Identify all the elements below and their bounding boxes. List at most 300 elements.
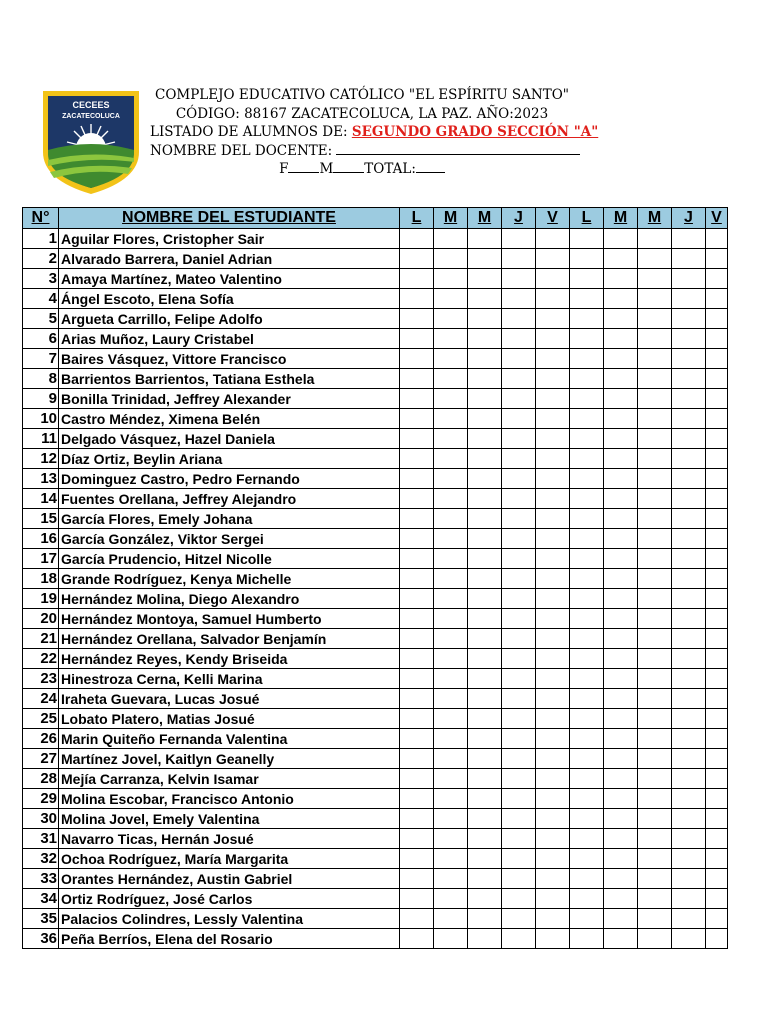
attendance-cell[interactable] bbox=[400, 689, 434, 709]
attendance-cell[interactable] bbox=[400, 789, 434, 809]
attendance-cell[interactable] bbox=[468, 349, 502, 369]
attendance-cell[interactable] bbox=[400, 349, 434, 369]
attendance-cell[interactable] bbox=[706, 929, 728, 949]
attendance-cell[interactable] bbox=[468, 289, 502, 309]
attendance-cell[interactable] bbox=[434, 329, 468, 349]
attendance-cell[interactable] bbox=[672, 849, 706, 869]
attendance-cell[interactable] bbox=[570, 829, 604, 849]
attendance-cell[interactable] bbox=[400, 489, 434, 509]
attendance-cell[interactable] bbox=[502, 749, 536, 769]
attendance-cell[interactable] bbox=[638, 829, 672, 849]
attendance-cell[interactable] bbox=[672, 909, 706, 929]
attendance-cell[interactable] bbox=[604, 849, 638, 869]
attendance-cell[interactable] bbox=[672, 329, 706, 349]
attendance-cell[interactable] bbox=[570, 489, 604, 509]
attendance-cell[interactable] bbox=[638, 649, 672, 669]
attendance-cell[interactable] bbox=[706, 709, 728, 729]
attendance-cell[interactable] bbox=[604, 549, 638, 569]
attendance-cell[interactable] bbox=[638, 249, 672, 269]
attendance-cell[interactable] bbox=[570, 729, 604, 749]
attendance-cell[interactable] bbox=[468, 769, 502, 789]
attendance-cell[interactable] bbox=[672, 509, 706, 529]
attendance-cell[interactable] bbox=[400, 809, 434, 829]
attendance-cell[interactable] bbox=[502, 309, 536, 329]
attendance-cell[interactable] bbox=[434, 769, 468, 789]
attendance-cell[interactable] bbox=[400, 749, 434, 769]
attendance-cell[interactable] bbox=[468, 869, 502, 889]
attendance-cell[interactable] bbox=[502, 429, 536, 449]
attendance-cell[interactable] bbox=[434, 849, 468, 869]
attendance-cell[interactable] bbox=[502, 389, 536, 409]
attendance-cell[interactable] bbox=[672, 869, 706, 889]
attendance-cell[interactable] bbox=[400, 849, 434, 869]
attendance-cell[interactable] bbox=[536, 789, 570, 809]
attendance-cell[interactable] bbox=[570, 409, 604, 429]
attendance-cell[interactable] bbox=[638, 749, 672, 769]
attendance-cell[interactable] bbox=[468, 409, 502, 429]
attendance-cell[interactable] bbox=[570, 929, 604, 949]
attendance-cell[interactable] bbox=[502, 789, 536, 809]
attendance-cell[interactable] bbox=[672, 749, 706, 769]
attendance-cell[interactable] bbox=[400, 309, 434, 329]
attendance-cell[interactable] bbox=[536, 369, 570, 389]
attendance-cell[interactable] bbox=[434, 749, 468, 769]
attendance-cell[interactable] bbox=[638, 549, 672, 569]
attendance-cell[interactable] bbox=[468, 229, 502, 249]
attendance-cell[interactable] bbox=[638, 569, 672, 589]
attendance-cell[interactable] bbox=[400, 909, 434, 929]
attendance-cell[interactable] bbox=[400, 269, 434, 289]
attendance-cell[interactable] bbox=[536, 849, 570, 869]
attendance-cell[interactable] bbox=[706, 689, 728, 709]
attendance-cell[interactable] bbox=[638, 609, 672, 629]
attendance-cell[interactable] bbox=[400, 549, 434, 569]
attendance-cell[interactable] bbox=[672, 609, 706, 629]
attendance-cell[interactable] bbox=[400, 229, 434, 249]
attendance-cell[interactable] bbox=[570, 249, 604, 269]
attendance-cell[interactable] bbox=[570, 629, 604, 649]
attendance-cell[interactable] bbox=[706, 389, 728, 409]
attendance-cell[interactable] bbox=[706, 309, 728, 329]
attendance-cell[interactable] bbox=[604, 809, 638, 829]
attendance-cell[interactable] bbox=[672, 309, 706, 329]
attendance-cell[interactable] bbox=[570, 789, 604, 809]
attendance-cell[interactable] bbox=[604, 489, 638, 509]
attendance-cell[interactable] bbox=[468, 269, 502, 289]
attendance-cell[interactable] bbox=[672, 469, 706, 489]
attendance-cell[interactable] bbox=[434, 449, 468, 469]
attendance-cell[interactable] bbox=[570, 289, 604, 309]
attendance-cell[interactable] bbox=[400, 609, 434, 629]
attendance-cell[interactable] bbox=[400, 289, 434, 309]
attendance-cell[interactable] bbox=[672, 809, 706, 829]
attendance-cell[interactable] bbox=[536, 689, 570, 709]
attendance-cell[interactable] bbox=[434, 249, 468, 269]
attendance-cell[interactable] bbox=[434, 589, 468, 609]
attendance-cell[interactable] bbox=[638, 689, 672, 709]
attendance-cell[interactable] bbox=[638, 329, 672, 349]
attendance-cell[interactable] bbox=[638, 729, 672, 749]
attendance-cell[interactable] bbox=[434, 689, 468, 709]
attendance-cell[interactable] bbox=[536, 869, 570, 889]
attendance-cell[interactable] bbox=[638, 909, 672, 929]
attendance-cell[interactable] bbox=[672, 529, 706, 549]
attendance-cell[interactable] bbox=[638, 509, 672, 529]
attendance-cell[interactable] bbox=[604, 829, 638, 849]
attendance-cell[interactable] bbox=[638, 709, 672, 729]
attendance-cell[interactable] bbox=[706, 249, 728, 269]
attendance-cell[interactable] bbox=[706, 269, 728, 289]
attendance-cell[interactable] bbox=[502, 829, 536, 849]
attendance-cell[interactable] bbox=[570, 469, 604, 489]
attendance-cell[interactable] bbox=[468, 569, 502, 589]
attendance-cell[interactable] bbox=[468, 469, 502, 489]
attendance-cell[interactable] bbox=[604, 929, 638, 949]
attendance-cell[interactable] bbox=[604, 909, 638, 929]
attendance-cell[interactable] bbox=[468, 889, 502, 909]
attendance-cell[interactable] bbox=[638, 449, 672, 469]
attendance-cell[interactable] bbox=[536, 289, 570, 309]
attendance-cell[interactable] bbox=[434, 809, 468, 829]
attendance-cell[interactable] bbox=[604, 889, 638, 909]
attendance-cell[interactable] bbox=[706, 569, 728, 589]
attendance-cell[interactable] bbox=[434, 569, 468, 589]
attendance-cell[interactable] bbox=[672, 249, 706, 269]
attendance-cell[interactable] bbox=[400, 569, 434, 589]
attendance-cell[interactable] bbox=[706, 229, 728, 249]
attendance-cell[interactable] bbox=[468, 509, 502, 529]
attendance-cell[interactable] bbox=[638, 369, 672, 389]
attendance-cell[interactable] bbox=[638, 849, 672, 869]
attendance-cell[interactable] bbox=[400, 409, 434, 429]
attendance-cell[interactable] bbox=[400, 509, 434, 529]
attendance-cell[interactable] bbox=[536, 669, 570, 689]
attendance-cell[interactable] bbox=[400, 629, 434, 649]
attendance-cell[interactable] bbox=[604, 409, 638, 429]
attendance-cell[interactable] bbox=[604, 389, 638, 409]
attendance-cell[interactable] bbox=[706, 449, 728, 469]
attendance-cell[interactable] bbox=[502, 569, 536, 589]
attendance-cell[interactable] bbox=[502, 449, 536, 469]
attendance-cell[interactable] bbox=[672, 689, 706, 709]
attendance-cell[interactable] bbox=[638, 349, 672, 369]
attendance-cell[interactable] bbox=[706, 769, 728, 789]
attendance-cell[interactable] bbox=[400, 769, 434, 789]
attendance-cell[interactable] bbox=[604, 289, 638, 309]
attendance-cell[interactable] bbox=[536, 929, 570, 949]
attendance-cell[interactable] bbox=[604, 429, 638, 449]
attendance-cell[interactable] bbox=[502, 689, 536, 709]
attendance-cell[interactable] bbox=[536, 829, 570, 849]
attendance-cell[interactable] bbox=[638, 269, 672, 289]
attendance-cell[interactable] bbox=[638, 769, 672, 789]
attendance-cell[interactable] bbox=[706, 329, 728, 349]
attendance-cell[interactable] bbox=[638, 469, 672, 489]
attendance-cell[interactable] bbox=[536, 909, 570, 929]
attendance-cell[interactable] bbox=[638, 489, 672, 509]
attendance-cell[interactable] bbox=[468, 309, 502, 329]
attendance-cell[interactable] bbox=[672, 389, 706, 409]
attendance-cell[interactable] bbox=[400, 869, 434, 889]
attendance-cell[interactable] bbox=[536, 629, 570, 649]
attendance-cell[interactable] bbox=[468, 649, 502, 669]
attendance-cell[interactable] bbox=[434, 469, 468, 489]
attendance-cell[interactable] bbox=[604, 789, 638, 809]
attendance-cell[interactable] bbox=[468, 589, 502, 609]
attendance-cell[interactable] bbox=[502, 649, 536, 669]
attendance-cell[interactable] bbox=[604, 769, 638, 789]
attendance-cell[interactable] bbox=[706, 669, 728, 689]
attendance-cell[interactable] bbox=[672, 349, 706, 369]
attendance-cell[interactable] bbox=[706, 469, 728, 489]
attendance-cell[interactable] bbox=[434, 829, 468, 849]
attendance-cell[interactable] bbox=[706, 629, 728, 649]
attendance-cell[interactable] bbox=[434, 649, 468, 669]
attendance-cell[interactable] bbox=[468, 849, 502, 869]
attendance-cell[interactable] bbox=[536, 269, 570, 289]
attendance-cell[interactable] bbox=[570, 569, 604, 589]
attendance-cell[interactable] bbox=[536, 809, 570, 829]
attendance-cell[interactable] bbox=[672, 229, 706, 249]
attendance-cell[interactable] bbox=[706, 429, 728, 449]
attendance-cell[interactable] bbox=[672, 269, 706, 289]
attendance-cell[interactable] bbox=[434, 929, 468, 949]
attendance-cell[interactable] bbox=[604, 869, 638, 889]
attendance-cell[interactable] bbox=[604, 229, 638, 249]
attendance-cell[interactable] bbox=[706, 809, 728, 829]
attendance-cell[interactable] bbox=[536, 469, 570, 489]
attendance-cell[interactable] bbox=[434, 609, 468, 629]
attendance-cell[interactable] bbox=[706, 589, 728, 609]
attendance-cell[interactable] bbox=[604, 309, 638, 329]
attendance-cell[interactable] bbox=[706, 889, 728, 909]
attendance-cell[interactable] bbox=[468, 729, 502, 749]
attendance-cell[interactable] bbox=[672, 649, 706, 669]
attendance-cell[interactable] bbox=[468, 709, 502, 729]
attendance-cell[interactable] bbox=[706, 849, 728, 869]
attendance-cell[interactable] bbox=[434, 669, 468, 689]
attendance-cell[interactable] bbox=[502, 529, 536, 549]
attendance-cell[interactable] bbox=[400, 329, 434, 349]
attendance-cell[interactable] bbox=[434, 629, 468, 649]
attendance-cell[interactable] bbox=[502, 489, 536, 509]
attendance-cell[interactable] bbox=[672, 569, 706, 589]
attendance-cell[interactable] bbox=[570, 529, 604, 549]
attendance-cell[interactable] bbox=[570, 329, 604, 349]
attendance-cell[interactable] bbox=[400, 889, 434, 909]
attendance-cell[interactable] bbox=[570, 849, 604, 869]
attendance-cell[interactable] bbox=[536, 609, 570, 629]
attendance-cell[interactable] bbox=[672, 489, 706, 509]
attendance-cell[interactable] bbox=[638, 289, 672, 309]
attendance-cell[interactable] bbox=[706, 909, 728, 929]
attendance-cell[interactable] bbox=[604, 609, 638, 629]
attendance-cell[interactable] bbox=[570, 649, 604, 669]
attendance-cell[interactable] bbox=[502, 509, 536, 529]
attendance-cell[interactable] bbox=[638, 809, 672, 829]
attendance-cell[interactable] bbox=[536, 749, 570, 769]
attendance-cell[interactable] bbox=[468, 429, 502, 449]
attendance-cell[interactable] bbox=[706, 369, 728, 389]
attendance-cell[interactable] bbox=[604, 469, 638, 489]
attendance-cell[interactable] bbox=[604, 269, 638, 289]
attendance-cell[interactable] bbox=[400, 529, 434, 549]
attendance-cell[interactable] bbox=[638, 889, 672, 909]
attendance-cell[interactable] bbox=[468, 609, 502, 629]
attendance-cell[interactable] bbox=[570, 449, 604, 469]
attendance-cell[interactable] bbox=[536, 569, 570, 589]
attendance-cell[interactable] bbox=[400, 469, 434, 489]
attendance-cell[interactable] bbox=[604, 349, 638, 369]
attendance-cell[interactable] bbox=[672, 429, 706, 449]
attendance-cell[interactable] bbox=[536, 709, 570, 729]
attendance-cell[interactable] bbox=[570, 389, 604, 409]
attendance-cell[interactable] bbox=[400, 389, 434, 409]
attendance-cell[interactable] bbox=[434, 409, 468, 429]
attendance-cell[interactable] bbox=[434, 869, 468, 889]
attendance-cell[interactable] bbox=[502, 929, 536, 949]
attendance-cell[interactable] bbox=[536, 229, 570, 249]
attendance-cell[interactable] bbox=[570, 669, 604, 689]
attendance-cell[interactable] bbox=[570, 809, 604, 829]
attendance-cell[interactable] bbox=[400, 829, 434, 849]
attendance-cell[interactable] bbox=[638, 669, 672, 689]
attendance-cell[interactable] bbox=[570, 269, 604, 289]
attendance-cell[interactable] bbox=[706, 789, 728, 809]
attendance-cell[interactable] bbox=[638, 309, 672, 329]
attendance-cell[interactable] bbox=[672, 669, 706, 689]
attendance-cell[interactable] bbox=[570, 589, 604, 609]
attendance-cell[interactable] bbox=[638, 229, 672, 249]
attendance-cell[interactable] bbox=[502, 669, 536, 689]
attendance-cell[interactable] bbox=[672, 409, 706, 429]
attendance-cell[interactable] bbox=[706, 409, 728, 429]
attendance-cell[interactable] bbox=[570, 909, 604, 929]
attendance-cell[interactable] bbox=[570, 509, 604, 529]
attendance-cell[interactable] bbox=[400, 929, 434, 949]
attendance-cell[interactable] bbox=[468, 489, 502, 509]
attendance-cell[interactable] bbox=[502, 289, 536, 309]
attendance-cell[interactable] bbox=[468, 449, 502, 469]
attendance-cell[interactable] bbox=[536, 349, 570, 369]
attendance-cell[interactable] bbox=[400, 249, 434, 269]
attendance-cell[interactable] bbox=[400, 729, 434, 749]
attendance-cell[interactable] bbox=[672, 449, 706, 469]
attendance-cell[interactable] bbox=[434, 289, 468, 309]
attendance-cell[interactable] bbox=[468, 529, 502, 549]
attendance-cell[interactable] bbox=[570, 609, 604, 629]
attendance-cell[interactable] bbox=[570, 309, 604, 329]
attendance-cell[interactable] bbox=[434, 509, 468, 529]
attendance-cell[interactable] bbox=[468, 689, 502, 709]
attendance-cell[interactable] bbox=[468, 929, 502, 949]
attendance-cell[interactable] bbox=[604, 589, 638, 609]
attendance-cell[interactable] bbox=[400, 669, 434, 689]
attendance-cell[interactable] bbox=[570, 709, 604, 729]
attendance-cell[interactable] bbox=[536, 429, 570, 449]
attendance-cell[interactable] bbox=[570, 429, 604, 449]
attendance-cell[interactable] bbox=[604, 689, 638, 709]
attendance-cell[interactable] bbox=[536, 509, 570, 529]
attendance-cell[interactable] bbox=[570, 349, 604, 369]
attendance-cell[interactable] bbox=[536, 529, 570, 549]
attendance-cell[interactable] bbox=[536, 449, 570, 469]
attendance-cell[interactable] bbox=[604, 369, 638, 389]
attendance-cell[interactable] bbox=[434, 389, 468, 409]
attendance-cell[interactable] bbox=[536, 329, 570, 349]
attendance-cell[interactable] bbox=[706, 649, 728, 669]
attendance-cell[interactable] bbox=[400, 709, 434, 729]
attendance-cell[interactable] bbox=[502, 409, 536, 429]
attendance-cell[interactable] bbox=[434, 429, 468, 449]
attendance-cell[interactable] bbox=[502, 869, 536, 889]
attendance-cell[interactable] bbox=[400, 369, 434, 389]
attendance-cell[interactable] bbox=[706, 509, 728, 529]
attendance-cell[interactable] bbox=[536, 549, 570, 569]
attendance-cell[interactable] bbox=[604, 749, 638, 769]
attendance-cell[interactable] bbox=[604, 509, 638, 529]
attendance-cell[interactable] bbox=[502, 709, 536, 729]
attendance-cell[interactable] bbox=[570, 369, 604, 389]
attendance-cell[interactable] bbox=[604, 529, 638, 549]
attendance-cell[interactable] bbox=[502, 249, 536, 269]
attendance-cell[interactable] bbox=[638, 589, 672, 609]
attendance-cell[interactable] bbox=[604, 249, 638, 269]
attendance-cell[interactable] bbox=[706, 609, 728, 629]
attendance-cell[interactable] bbox=[468, 829, 502, 849]
attendance-cell[interactable] bbox=[502, 589, 536, 609]
attendance-cell[interactable] bbox=[706, 289, 728, 309]
attendance-cell[interactable] bbox=[434, 229, 468, 249]
attendance-cell[interactable] bbox=[434, 489, 468, 509]
attendance-cell[interactable] bbox=[672, 889, 706, 909]
attendance-cell[interactable] bbox=[468, 389, 502, 409]
attendance-cell[interactable] bbox=[434, 789, 468, 809]
attendance-cell[interactable] bbox=[672, 729, 706, 749]
attendance-cell[interactable] bbox=[536, 249, 570, 269]
attendance-cell[interactable] bbox=[570, 229, 604, 249]
attendance-cell[interactable] bbox=[638, 929, 672, 949]
attendance-cell[interactable] bbox=[502, 809, 536, 829]
attendance-cell[interactable] bbox=[638, 629, 672, 649]
attendance-cell[interactable] bbox=[638, 409, 672, 429]
attendance-cell[interactable] bbox=[468, 809, 502, 829]
attendance-cell[interactable] bbox=[400, 429, 434, 449]
attendance-cell[interactable] bbox=[502, 849, 536, 869]
attendance-cell[interactable] bbox=[502, 769, 536, 789]
attendance-cell[interactable] bbox=[434, 529, 468, 549]
attendance-cell[interactable] bbox=[706, 549, 728, 569]
attendance-cell[interactable] bbox=[638, 789, 672, 809]
attendance-cell[interactable] bbox=[502, 269, 536, 289]
attendance-cell[interactable] bbox=[672, 929, 706, 949]
attendance-cell[interactable] bbox=[468, 329, 502, 349]
attendance-cell[interactable] bbox=[434, 269, 468, 289]
attendance-cell[interactable] bbox=[706, 749, 728, 769]
attendance-cell[interactable] bbox=[536, 649, 570, 669]
attendance-cell[interactable] bbox=[672, 289, 706, 309]
attendance-cell[interactable] bbox=[434, 909, 468, 929]
attendance-cell[interactable] bbox=[468, 789, 502, 809]
attendance-cell[interactable] bbox=[434, 709, 468, 729]
attendance-cell[interactable] bbox=[570, 769, 604, 789]
attendance-cell[interactable] bbox=[502, 729, 536, 749]
attendance-cell[interactable] bbox=[434, 889, 468, 909]
attendance-cell[interactable] bbox=[604, 629, 638, 649]
attendance-cell[interactable] bbox=[536, 889, 570, 909]
attendance-cell[interactable] bbox=[570, 549, 604, 569]
attendance-cell[interactable] bbox=[434, 729, 468, 749]
